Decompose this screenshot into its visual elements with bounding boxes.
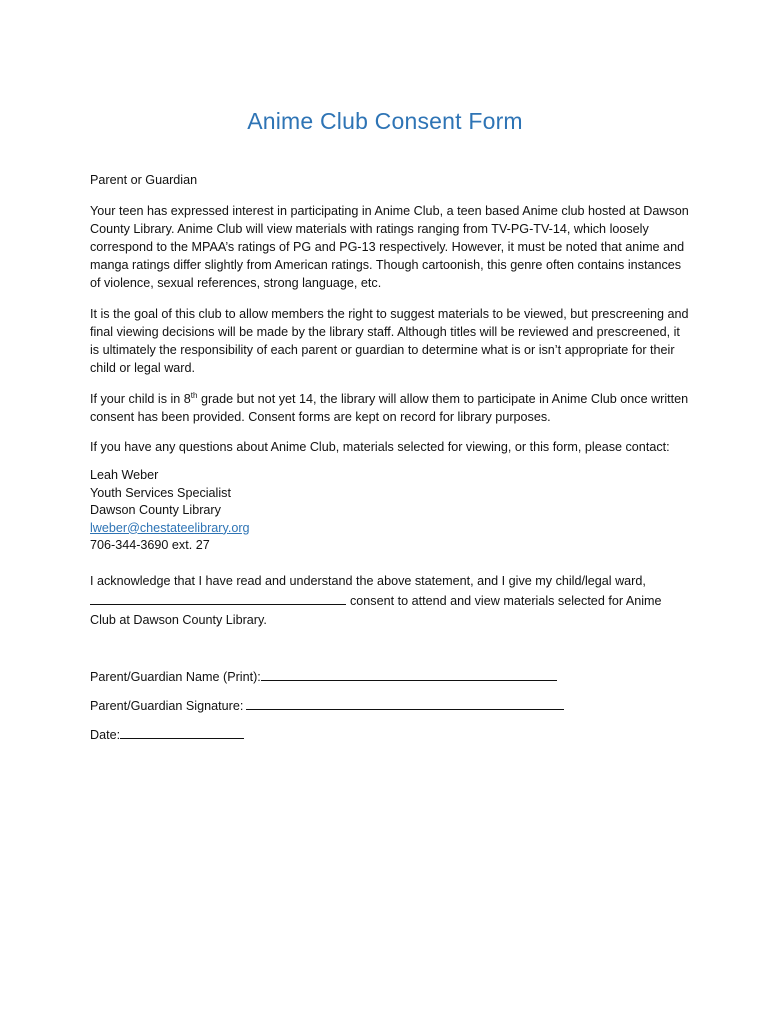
paragraph-interest: Your teen has expressed interest in participating in Anime Club, a teen based Anime club hosted at Dawson County Library. Anime Club will view materials with ratings ranging from TV-PG-TV-14, which loosely correspond to the MPAA’s ratings of PG and PG-13 respectively. However, it must be noted that anime and manga ratings differ slightly from American ratings. Though cartoonish, this genre often contains instances of violence, sexual references, strong language, etc. [90, 204, 689, 290]
eligibility-text-start: If your child is in 8 [90, 392, 191, 406]
date-field [90, 725, 690, 744]
acknowledgement-line-1: I acknowledge that I have read and understand the above statement, and I give my child/legal ward, [90, 574, 646, 588]
guardian-signature-label: Parent/Guardian Signature: [90, 699, 244, 713]
guardian-signature-field [90, 696, 690, 715]
guardian-name-blank[interactable] [261, 667, 557, 681]
acknowledgement-line-2 [90, 591, 690, 611]
document-title: Anime Club Consent Form [247, 108, 523, 134]
ordinal-superscript: th [190, 390, 198, 400]
paragraph-eligibility [90, 390, 690, 426]
eligibility-text-end: grade but not yet 14, the library will allow them to participate in Anime Club once written consent has been provided. Consent forms are kept on record for library purposes. [90, 392, 689, 424]
contact-organization: Dawson County Library [90, 503, 221, 517]
contact-email-link[interactable]: lweber@chestateelibrary.org [90, 520, 250, 535]
contact-position: Youth Services Specialist [90, 485, 231, 500]
salutation: Parent or Guardian [90, 173, 198, 187]
guardian-signature-blank[interactable] [246, 696, 564, 710]
acknowledgement-line-2-text: consent to attend and view materials selected for Anime [350, 594, 662, 608]
acknowledgement-line-3: Club at Dawson County Library. [90, 613, 267, 627]
child-name-blank[interactable] [90, 591, 346, 605]
contact-name: Leah Weber [90, 468, 159, 482]
date-label: Date: [90, 728, 121, 742]
contact-phone: 706-344-3690 ext. 27 [90, 538, 210, 552]
guardian-name-field [90, 667, 690, 686]
paragraph-club-goal: It is the goal of this club to allow members the right to suggest materials to be viewed, but prescreening and final viewing decisions will be made by the library staff. Although titles will be reviewed and prescreened, it is ultimately the responsibility of each parent or guardian to determine what is or isn’t appropriate for their child or legal ward. [90, 307, 689, 375]
guardian-name-label: Parent/Guardian Name (Print): [90, 670, 261, 684]
contact-block [90, 467, 690, 555]
paragraph-questions: If you have any questions about Anime Club, materials selected for viewing, or this form, please contact: [90, 440, 670, 454]
acknowledgement-statement [90, 572, 690, 630]
date-blank[interactable] [120, 725, 244, 739]
